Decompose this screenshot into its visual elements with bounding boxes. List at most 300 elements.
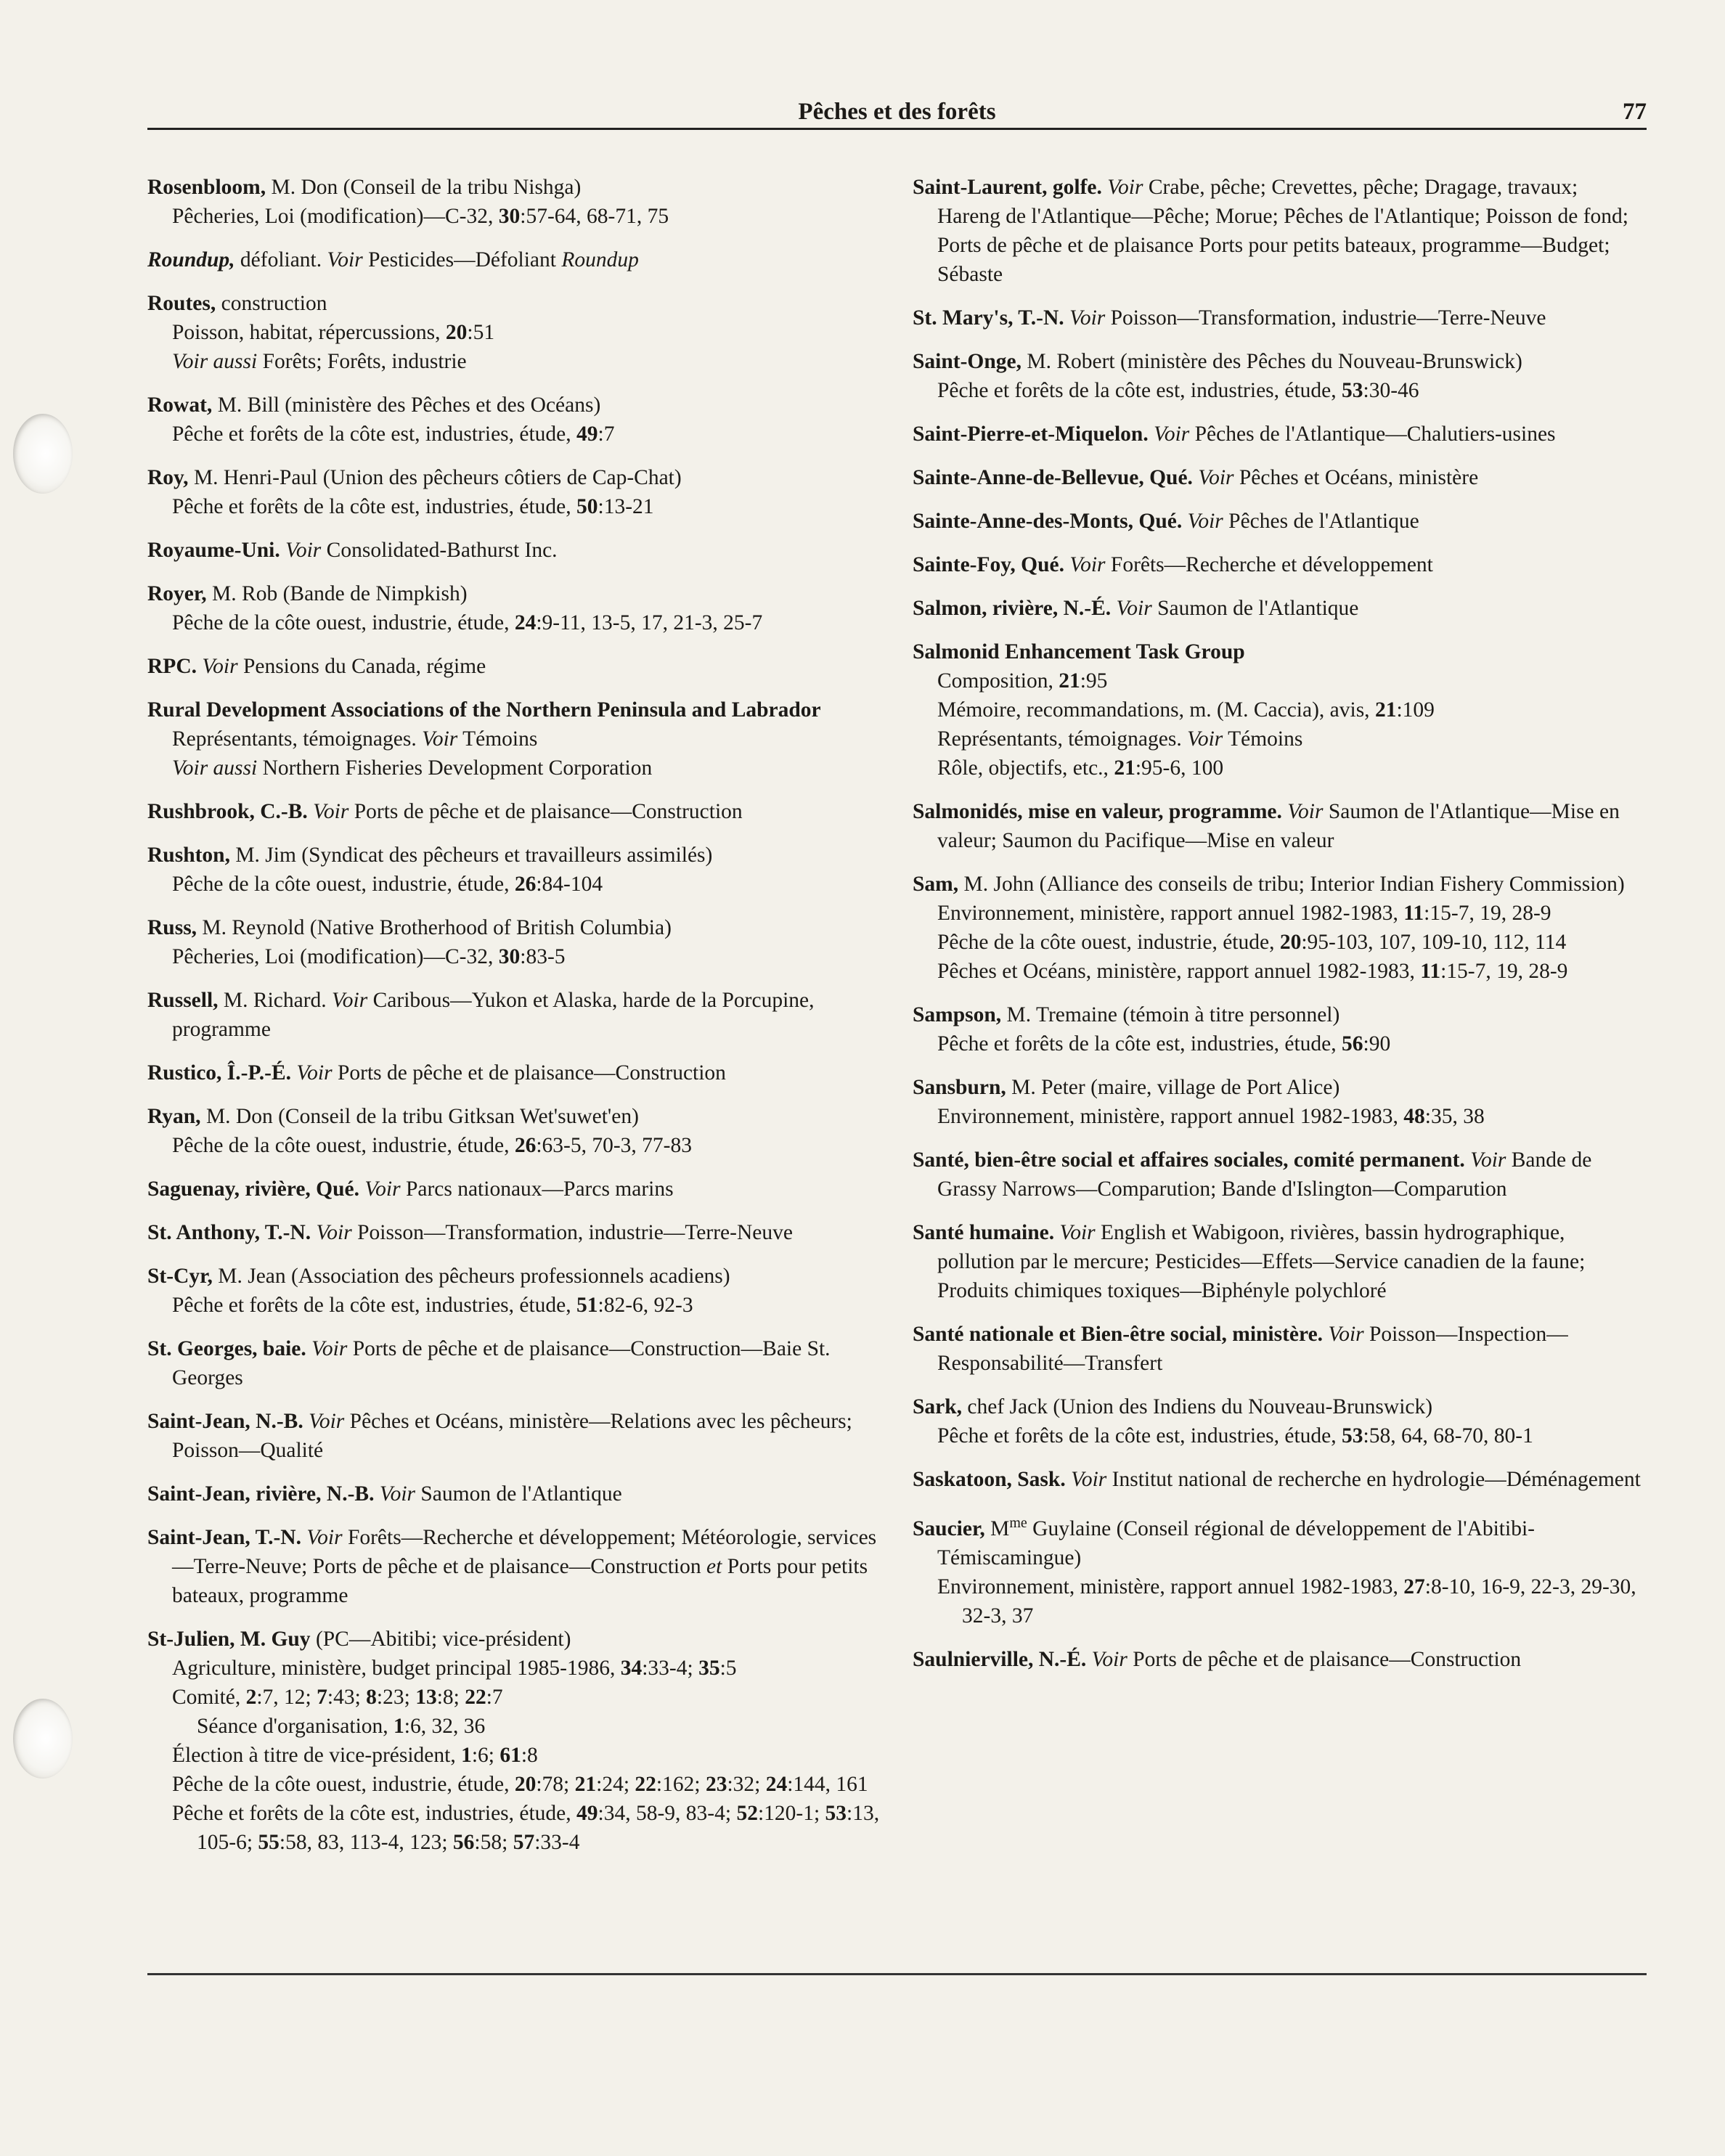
entry-heading [913,1000,1646,1029]
text-run: Pêche et forêts de la côte est, industries, étude, [172,422,577,446]
text-run: :32; [727,1773,766,1796]
text-run: Rural Development Associations of the Northern Peninsula and Labrador [147,698,821,722]
text-run: Rosenbloom, [147,176,266,199]
entry-heading [147,1102,881,1131]
text-run: Voir [285,539,322,562]
text-run: :82-6, 92-3 [598,1294,693,1317]
text-run: :24; [596,1773,635,1796]
index-entry [913,797,1646,855]
index-entry [147,1175,881,1204]
entry-subline [147,318,881,347]
text-run: Voir [1116,597,1152,620]
index-entry [913,1073,1646,1131]
text-run: Pêche et forêts de la côte est, industries, étude, [172,1294,577,1317]
text-run: Pêche et forêts de la côte est, industries, étude, [937,379,1342,402]
text-run [1066,1468,1071,1491]
entry-subline [913,928,1646,957]
text-run: Voir [1328,1323,1364,1346]
text-run: Voir [379,1482,416,1506]
entry-heading [913,347,1646,376]
entry-heading [147,1625,881,1654]
text-run: Pêches de l'Atlantique [1223,510,1419,533]
text-run: construction [216,292,327,315]
text-run: Rôle, objectifs, etc., [937,756,1114,780]
text-run: Pêches et Océans, ministère [1233,466,1479,489]
text-run: Ports de pêche et de plaisance—Construction [348,800,743,823]
text-run: 13 [415,1686,437,1709]
text-run: Voir [296,1061,333,1085]
text-run: Rushton, [147,844,230,867]
text-run: 53 [825,1802,847,1825]
text-run: M. Bill (ministère des Pêches et des Océans) [212,393,601,417]
text-run: M. John (Alliance des conseils de tribu; Interior Indian Fishery Commission) [958,873,1625,896]
text-run: 51 [576,1294,598,1317]
text-run: Voir [1107,176,1143,199]
entry-heading [913,1645,1646,1674]
text-run: Voir [327,248,363,271]
entry-subline [147,420,881,449]
text-run: Caribous—Yukon et Alaska, harde de la Porcupine, programme [172,989,815,1041]
text-run: Russ, [147,916,197,939]
entry-subline [913,1572,1646,1630]
text-run: Forêts—Recherche et développement [1105,553,1433,576]
text-run: 21 [1114,756,1135,780]
entry-heading [147,391,881,420]
entry-heading [913,637,1646,666]
text-run: :95 [1080,669,1108,693]
text-run: :43; [327,1686,367,1709]
text-run: Royaume-Uni. [147,539,280,562]
text-run: Pêcheries, Loi (modification)—C-32, [172,945,499,968]
text-run: Saint-Pierre-et-Miquelon. [913,422,1149,446]
entry-subline [147,1291,881,1320]
text-run: M. Jim (Syndicat des pêcheurs et travailleurs assimilés) [229,844,713,867]
entry-heading [147,536,881,565]
text-run: Saucier, [913,1516,985,1540]
entry-subline [147,942,881,971]
text-run [1149,422,1154,446]
entry-heading [147,1175,881,1204]
text-run: 30 [498,205,521,228]
text-run: :162; [656,1773,706,1796]
text-run: Représentants, témoignages. [937,727,1188,751]
text-run: :58, 83, 113-4, 123; [279,1831,453,1854]
entry-heading [147,1334,881,1392]
text-run: Pêcheries, Loi (modification)—C-32, [172,205,499,228]
text-run: :15-7, 19, 28-9 [1440,960,1568,983]
text-run: :90 [1363,1032,1391,1055]
text-run: 20 [514,1773,537,1796]
index-entry [913,1645,1646,1674]
entry-heading [147,1523,881,1610]
text-run: 20 [1279,931,1302,954]
text-run: :15-7, 19, 28-9 [1424,902,1551,925]
text-run: Pêche de la côte ouest, industrie, étude, [937,931,1280,954]
text-run: Pêche et forêts de la côte est, industries, étude, [937,1032,1342,1055]
text-run: Northern Fisheries Development Corporation [257,756,653,780]
entry-heading [913,173,1646,289]
entry-heading [913,550,1646,579]
text-run: Roy, [147,466,189,489]
text-run [374,1482,379,1506]
index-entry [147,289,881,376]
text-run: :33-4; [642,1657,699,1680]
entry-heading [913,463,1646,492]
index-entry [147,173,881,231]
text-run: 30 [498,945,521,968]
text-run: Institut national de recherche en hydrologie—Déménagement [1106,1468,1641,1491]
text-run: Sainte-Anne-de-Bellevue, Qué. [913,466,1193,489]
text-run: Saint-Jean, N.-B. [147,1410,303,1433]
text-run: :13-21 [598,495,654,518]
text-run: Mémoire, recommandations, m. (M. Caccia), avis, [937,698,1375,722]
text-run: Guylaine (Conseil régional de développement de l'Abitibi-Témiscamingue) [937,1516,1535,1569]
text-run: Voir [1069,553,1106,576]
text-run: Poisson—Inspection—Responsabilité—Transfert [937,1323,1568,1375]
text-run: M. Don (Conseil de la tribu Nishga) [266,176,582,199]
index-column-right [913,173,1646,1689]
index-entry [147,463,881,521]
entry-heading [913,420,1646,449]
index-entry [147,391,881,449]
entry-subline [913,666,1646,695]
text-run: Russell, [147,989,219,1012]
entry-heading [147,1407,881,1465]
text-run: :23; [376,1686,416,1709]
text-run: Sainte-Anne-des-Monts, Qué. [913,510,1183,533]
text-run: 24 [765,1773,788,1796]
text-run: Voir [309,1410,345,1433]
text-run: Saumon de l'Atlantique [415,1482,622,1506]
entry-heading [147,1058,881,1087]
text-run: Voir [1198,466,1234,489]
text-run: Bande de Grassy Narrows—Comparution; Bande d'Islington—Comparution [937,1148,1592,1201]
index-entry [913,1320,1646,1378]
text-run: Composition, [937,669,1059,693]
text-run: :8; [436,1686,465,1709]
index-entry [913,303,1646,332]
text-run: Pensions du Canada, régime [237,655,486,678]
page-number: 77 [1623,99,1647,125]
entry-heading [147,1262,881,1291]
text-run: 34 [620,1657,643,1680]
text-run: :8-10, 16-9, 22-3, 29-30, 32-3, 37 [962,1575,1636,1628]
text-run: M. Jean (Association des pêcheurs professionnels acadiens) [212,1265,730,1288]
text-run: Parcs nationaux—Parcs marins [400,1177,674,1201]
text-run: 22 [635,1773,656,1796]
entry-heading [913,1146,1646,1204]
index-entry [147,579,881,637]
entry-heading [913,797,1646,855]
entry-subline [913,957,1646,986]
text-run: Ports de pêche et de plaisance—Construction—Baie St. Georges [172,1337,831,1389]
text-run: Salmonidés, mise en valeur, programme. [913,800,1282,823]
text-run: Saint-Onge, [913,350,1021,373]
text-run: Ports de pêche et de plaisance—Construction [1127,1647,1522,1671]
text-run: et [706,1555,722,1578]
entry-subline [147,608,881,637]
text-run: :7 [598,422,615,446]
text-run: Sampson, [913,1003,1002,1026]
text-run: 55 [258,1831,280,1854]
index-entry [913,1146,1646,1204]
text-run: 21 [1374,698,1397,722]
text-run: Pêches et Océans, ministère, rapport annuel 1982-1983, [937,960,1421,983]
entry-subline [147,1712,881,1741]
text-run: :5 [719,1657,737,1680]
text-run: :83-5 [520,945,566,968]
entry-heading [147,463,881,492]
text-run: 22 [465,1686,486,1709]
index-entry [147,1523,881,1610]
text-run: 53 [1342,379,1363,402]
text-run: 49 [576,422,598,446]
entry-subline [913,376,1646,405]
footer-rule [147,1973,1647,1975]
text-run: Comité, [172,1686,246,1709]
text-run: Environnement, ministère, rapport annuel 1982-1983, [937,1575,1404,1598]
text-run: :13, 105-6; [197,1802,880,1854]
text-run: Santé humaine. [913,1221,1055,1244]
entry-heading [913,507,1646,536]
text-run: Voir [1470,1148,1506,1172]
text-run: M. Rob (Bande de Nimpkish) [206,582,468,605]
text-run: Pesticides—Défoliant [362,248,562,271]
text-run: Voir [1154,422,1190,446]
text-run: chef Jack (Union des Indiens du Nouveau-Brunswick) [962,1395,1433,1418]
text-run: Ports de pêche et de plaisance—Construction [332,1061,726,1085]
text-run: Voir [1287,800,1324,823]
text-run [303,1410,309,1433]
index-entry [147,695,881,783]
text-run: 11 [1420,960,1441,983]
index-entry [147,1102,881,1160]
index-entry [147,1334,881,1392]
text-run: :33-4 [534,1831,580,1854]
entry-subline [147,1799,881,1857]
text-run: Saint-Laurent, golfe. [913,176,1102,199]
text-run: St-Cyr, [147,1265,213,1288]
index-entry [147,841,881,899]
text-run: Témoins [457,727,538,751]
text-run: Sansburn, [913,1076,1006,1099]
entry-subline [147,754,881,783]
entry-subline [147,1770,881,1799]
text-run: :8 [521,1744,538,1767]
text-run: Voir [311,1337,348,1360]
text-run: 27 [1403,1575,1425,1598]
index-entry [147,797,881,826]
index-entry [147,652,881,681]
text-run: Roundup, [147,248,235,271]
index-entry [147,245,881,274]
text-run: Forêts; Forêts, industrie [257,350,467,373]
entry-subline [913,754,1646,783]
text-run: :58; [474,1831,513,1854]
text-run: Poisson, habitat, répercussions, [172,321,446,344]
index-entry [913,420,1646,449]
text-run: Saint-Jean, T.-N. [147,1526,301,1549]
binder-hole-bottom [13,1699,73,1779]
text-run: Consolidated-Bathurst Inc. [321,539,558,562]
text-run: 1 [461,1744,472,1767]
text-run: 11 [1403,902,1424,925]
text-run: Ports pour petits bateaux, programme [172,1555,868,1607]
text-run: Voir [1091,1647,1127,1671]
text-run: 61 [499,1744,521,1767]
text-run: Saumon de l'Atlantique—Mise en valeur; Saumon du Pacifique—Mise en valeur [937,800,1620,852]
page-header [147,96,1647,130]
entry-heading [913,303,1646,332]
text-run: Représentants, témoignages. [172,727,423,751]
text-run: M. Peter (maire, village de Port Alice) [1006,1076,1340,1099]
text-run: Routes, [147,292,216,315]
binder-hole-top [13,414,73,494]
entry-subline [147,1654,881,1683]
text-run: Pêches de l'Atlantique—Chalutiers-usines [1189,422,1556,446]
text-run: 24 [514,611,537,634]
text-run: Pêche de la côte ouest, industrie, étude, [172,873,515,896]
text-run [1111,597,1116,620]
entry-heading [147,1218,881,1247]
index-entry [147,1625,881,1857]
index-entry [147,986,881,1044]
entry-subline [147,724,881,754]
text-run: :7 [486,1686,503,1709]
entry-heading [913,870,1646,899]
text-run: Saint-Jean, rivière, N.-B. [147,1482,375,1506]
entry-heading [147,986,881,1044]
text-run: M. Don (Conseil de la tribu Gitksan Wet'suwet'en) [200,1105,639,1128]
text-run: RPC. [147,655,197,678]
entry-heading [147,841,881,870]
text-run: :6, 32, 36 [404,1715,486,1738]
text-run: :34, 58-9, 83-4; [598,1802,737,1825]
entry-heading [147,695,881,724]
index-column-left [147,173,881,1871]
text-run: :30-46 [1363,379,1419,402]
text-run: (PC—Abitibi; vice-président) [310,1628,571,1651]
index-entry [147,1218,881,1247]
entry-heading [913,1392,1646,1421]
text-run: Séance d'organisation, [197,1715,394,1738]
text-run: Saumon de l'Atlantique [1151,597,1359,620]
text-run: Salmon, rivière, N.-É. [913,597,1112,620]
text-run: Voir [422,727,458,751]
text-run: Ryan, [147,1105,201,1128]
entry-subline [147,870,881,899]
entry-heading [147,1479,881,1508]
entry-heading [147,579,881,608]
text-run: 26 [514,873,537,896]
text-run: 21 [1059,669,1080,693]
text-run: Élection à titre de vice-président, [172,1744,462,1767]
text-run: 52 [736,1802,758,1825]
index-entry [913,870,1646,986]
text-run: :109 [1396,698,1435,722]
index-entry [913,637,1646,783]
text-run: Saulnierville, N.-É. [913,1647,1087,1671]
text-run: 7 [317,1686,327,1709]
index-entry [147,1407,881,1465]
entry-subline [913,1102,1646,1131]
text-run: 23 [705,1773,727,1796]
entry-subline [147,202,881,231]
text-run: :6; [471,1744,500,1767]
text-run: 53 [1342,1424,1363,1447]
entry-subline [913,695,1646,724]
text-run: St. Anthony, T.-N. [147,1221,311,1244]
index-entry [913,1465,1646,1494]
text-run: :7, 12; [256,1686,317,1709]
text-run: Voir [332,989,368,1012]
entry-subline [147,1131,881,1160]
text-run: Santé nationale et Bien-être social, ministère. [913,1323,1324,1346]
text-run: 1 [393,1715,404,1738]
text-run: M. Richard. [218,989,333,1012]
text-run: Voir [202,655,238,678]
text-run: Voir aussi [172,756,258,780]
text-run: 26 [514,1134,537,1157]
text-run: 57 [513,1831,535,1854]
index-entry [147,1479,881,1508]
text-run: :57-64, 68-71, 75 [520,205,669,228]
text-run: Voir [316,1221,352,1244]
text-run: Sark, [913,1395,963,1418]
entry-heading [913,594,1646,623]
text-run: :120-1; [757,1802,825,1825]
text-run: Pêche et forêts de la côte est, industries, étude, [172,495,577,518]
entry-subline [913,1029,1646,1058]
text-run: Salmonid Enhancement Task Group [913,640,1245,663]
text-run: Crabe, pêche; Crevettes, pêche; Dragage, travaux; Hareng de l'Atlantique—Pêche; Morue; Pêches de l'Atlantique; Poisson de fond; Ports de pêche et de plaisance Ports pour petits bateaux, programme—Budget; Sébaste [937,176,1628,286]
text-run: :58, 64, 68-70, 80-1 [1363,1424,1533,1447]
entry-subline [147,492,881,521]
text-run: 2 [245,1686,257,1709]
text-run [1182,510,1187,533]
text-run [311,1221,316,1244]
text-run: M. Robert (ministère des Pêches du Nouveau-Brunswick) [1021,350,1522,373]
text-run [280,539,285,562]
text-run: M. Tremaine (témoin à titre personnel) [1001,1003,1340,1026]
text-run [1064,306,1069,330]
text-run: 8 [366,1686,377,1709]
index-entry [913,594,1646,623]
text-run: :95-6, 100 [1135,756,1224,780]
text-run: Voir [1069,306,1106,330]
text-run: Pêche et forêts de la côte est, industries, étude, [172,1802,577,1825]
entry-heading [147,289,881,318]
text-run: :9-11, 13-5, 17, 21-3, 25-7 [536,611,763,634]
entry-heading [147,652,881,681]
text-run: Poisson—Transformation, industrie—Terre-Neuve [351,1221,793,1244]
text-run: Voir [1187,727,1223,751]
index-entry [913,347,1646,405]
text-run: 35 [698,1657,720,1680]
entry-heading [147,245,881,274]
entry-subline [147,1683,881,1712]
entry-heading [147,913,881,942]
index-entry [147,913,881,971]
text-run: 21 [574,1773,597,1796]
text-run: Voir [306,1526,343,1549]
text-run: Voir [364,1177,401,1201]
text-run: M [984,1516,1010,1540]
text-run: St. Georges, baie. [147,1337,306,1360]
entry-subline [147,347,881,376]
page-title: Pêches et des forêts [798,99,996,125]
index-entry [913,507,1646,536]
